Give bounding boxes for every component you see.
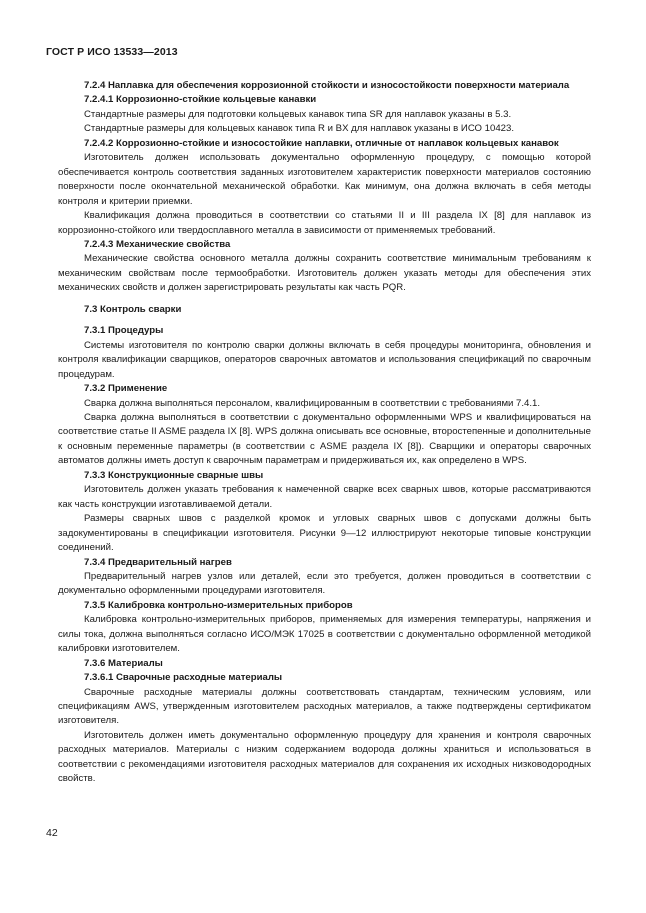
paragraph: Стандартные размеры для подготовки кольцевых канавок типа SR для наплавок указаны в 5.3. — [84, 108, 512, 120]
paragraph: Механические свойства основного металла должны сохранить соответствие минимальным требованиям к механическим свойствам после термообработки. Изготовитель должен указать методы для обеспечения этих механических свойств и должен зарегистрировать результаты как часть PQR. — [58, 253, 591, 294]
section-heading-7-3: 7.3 Контроль сварки — [84, 303, 182, 315]
paragraph: Системы изготовителя по контролю сварки должны включать в себя процедуры мониторинга, обновления и контроля квалификации сварщиков, операторов сварочных автоматов и использования спецификаций по сварочным процедурам. — [58, 339, 591, 380]
subsection-heading-7-3-6: 7.3.6 Материалы — [84, 657, 163, 669]
subsection-heading-7-3-1: 7.3.1 Процедуры — [84, 325, 164, 337]
paragraph: Калибровка контрольно-измерительных приборов, применяемых для измерения температуры, напряжения и силы тока, должна выполняться согласно ИСО/МЭК 17025 в соответствии с документально оформленной методикой калибровки изготовителем. — [58, 614, 591, 655]
paragraph: Изготовитель должен иметь документально оформленную процедуру для хранения и контроля сварочных расходных материалов. Материалы с низким содержанием водорода должны храниться и использоваться в соответствии с рекомендациями изготовителя расходных материалов для сохранения их исходных низководородных свойств. — [58, 729, 591, 785]
subsection-heading-7-3-4: 7.3.4 Предварительный нагрев — [84, 556, 232, 568]
document-header: ГОСТ Р ИСО 13533—2013 — [46, 46, 178, 58]
paragraph: Сварка должна выполняться персоналом, квалифицированным в соответствии с требованиями 7.4.1. — [84, 397, 541, 409]
paragraph: Изготовитель должен использовать документально оформленную процедуру, с помощью которой обеспечивается контроль соответствия заданных изготовителем характеристик поверхности материалов состоянию поверхности после окончательной механической обработки. Как минимум, она должна включать в себя методы контроля и критерии приемки. — [58, 152, 591, 207]
paragraph: Сварка должна выполняться в соответствии с документально оформленными WPS и квалифицироваться на соответствие статье II ASME раздела IX [8]. WPS должна описывать все основные, второстепенные и дополнительные к основным переменные параметры (в соответствии с ASME раздела IX [8]). Сварщики и операторы сварочных автоматов должны иметь доступ к сварочным параметрам и придерживаться их, как определено в WPS. — [58, 411, 591, 467]
subsection-heading-7-3-6-1: 7.3.6.1 Сварочные расходные материалы — [84, 672, 283, 684]
subsection-heading-7-2-4-2: 7.2.4.2 Коррозионно-стойкие и износостойкие наплавки, отличные от наплавок кольцевых канавок — [84, 137, 559, 149]
document-body — [58, 79, 591, 787]
paragraph: Стандартные размеры для кольцевых канавок типа R и BX для наплавок указаны в ИСО 10423. — [84, 123, 515, 135]
paragraph: Размеры сварных швов с разделкой кромок и угловых сварных швов с допусками должны быть задокументированы в спецификации изготовителя. Рисунки 9—12 иллюстрируют некоторые типовые конструкции соединений. — [58, 513, 591, 554]
paragraph: Квалификация должна проводиться в соответствии со статьями II и III раздела IX [8] для наплавок из коррозионно-стойкого или твердосплавного металла в зависимости от применяемых требований. — [58, 210, 591, 236]
paragraph: Изготовитель должен указать требования к намеченной сварке всех сварных швов, которые рассматриваются как часть конструкции изготавливаемой детали. — [58, 484, 591, 510]
paragraph: Предварительный нагрев узлов или деталей, если это требуется, должен проводиться в соответствии с документально оформленными процедурами изготовителя. — [58, 570, 591, 597]
subsection-heading-7-3-3: 7.3.3 Конструкционные сварные швы — [84, 469, 264, 481]
subsection-heading-7-2-4-3: 7.2.4.3 Механические свойства — [84, 238, 231, 250]
subsection-heading-7-3-5: 7.3.5 Калибровка контрольно-измерительных приборов — [84, 599, 353, 611]
subsection-heading-7-3-2: 7.3.2 Применение — [84, 383, 168, 395]
section-heading-7-2-4: 7.2.4 Наплавка для обеспечения коррозионной стойкости и износостойкости поверхности материала — [84, 80, 570, 91]
paragraph: Сварочные расходные материалы должны соответствовать стандартам, техническим условиям, или спецификациям AWS, утвержденным изготовителем расходных материалов, а также подтверждены сертификатом изготовителя. — [58, 686, 591, 727]
page-number: 42 — [46, 827, 58, 839]
subsection-heading-7-2-4-1: 7.2.4.1 Коррозионно-стойкие кольцевые канавки — [84, 94, 317, 106]
